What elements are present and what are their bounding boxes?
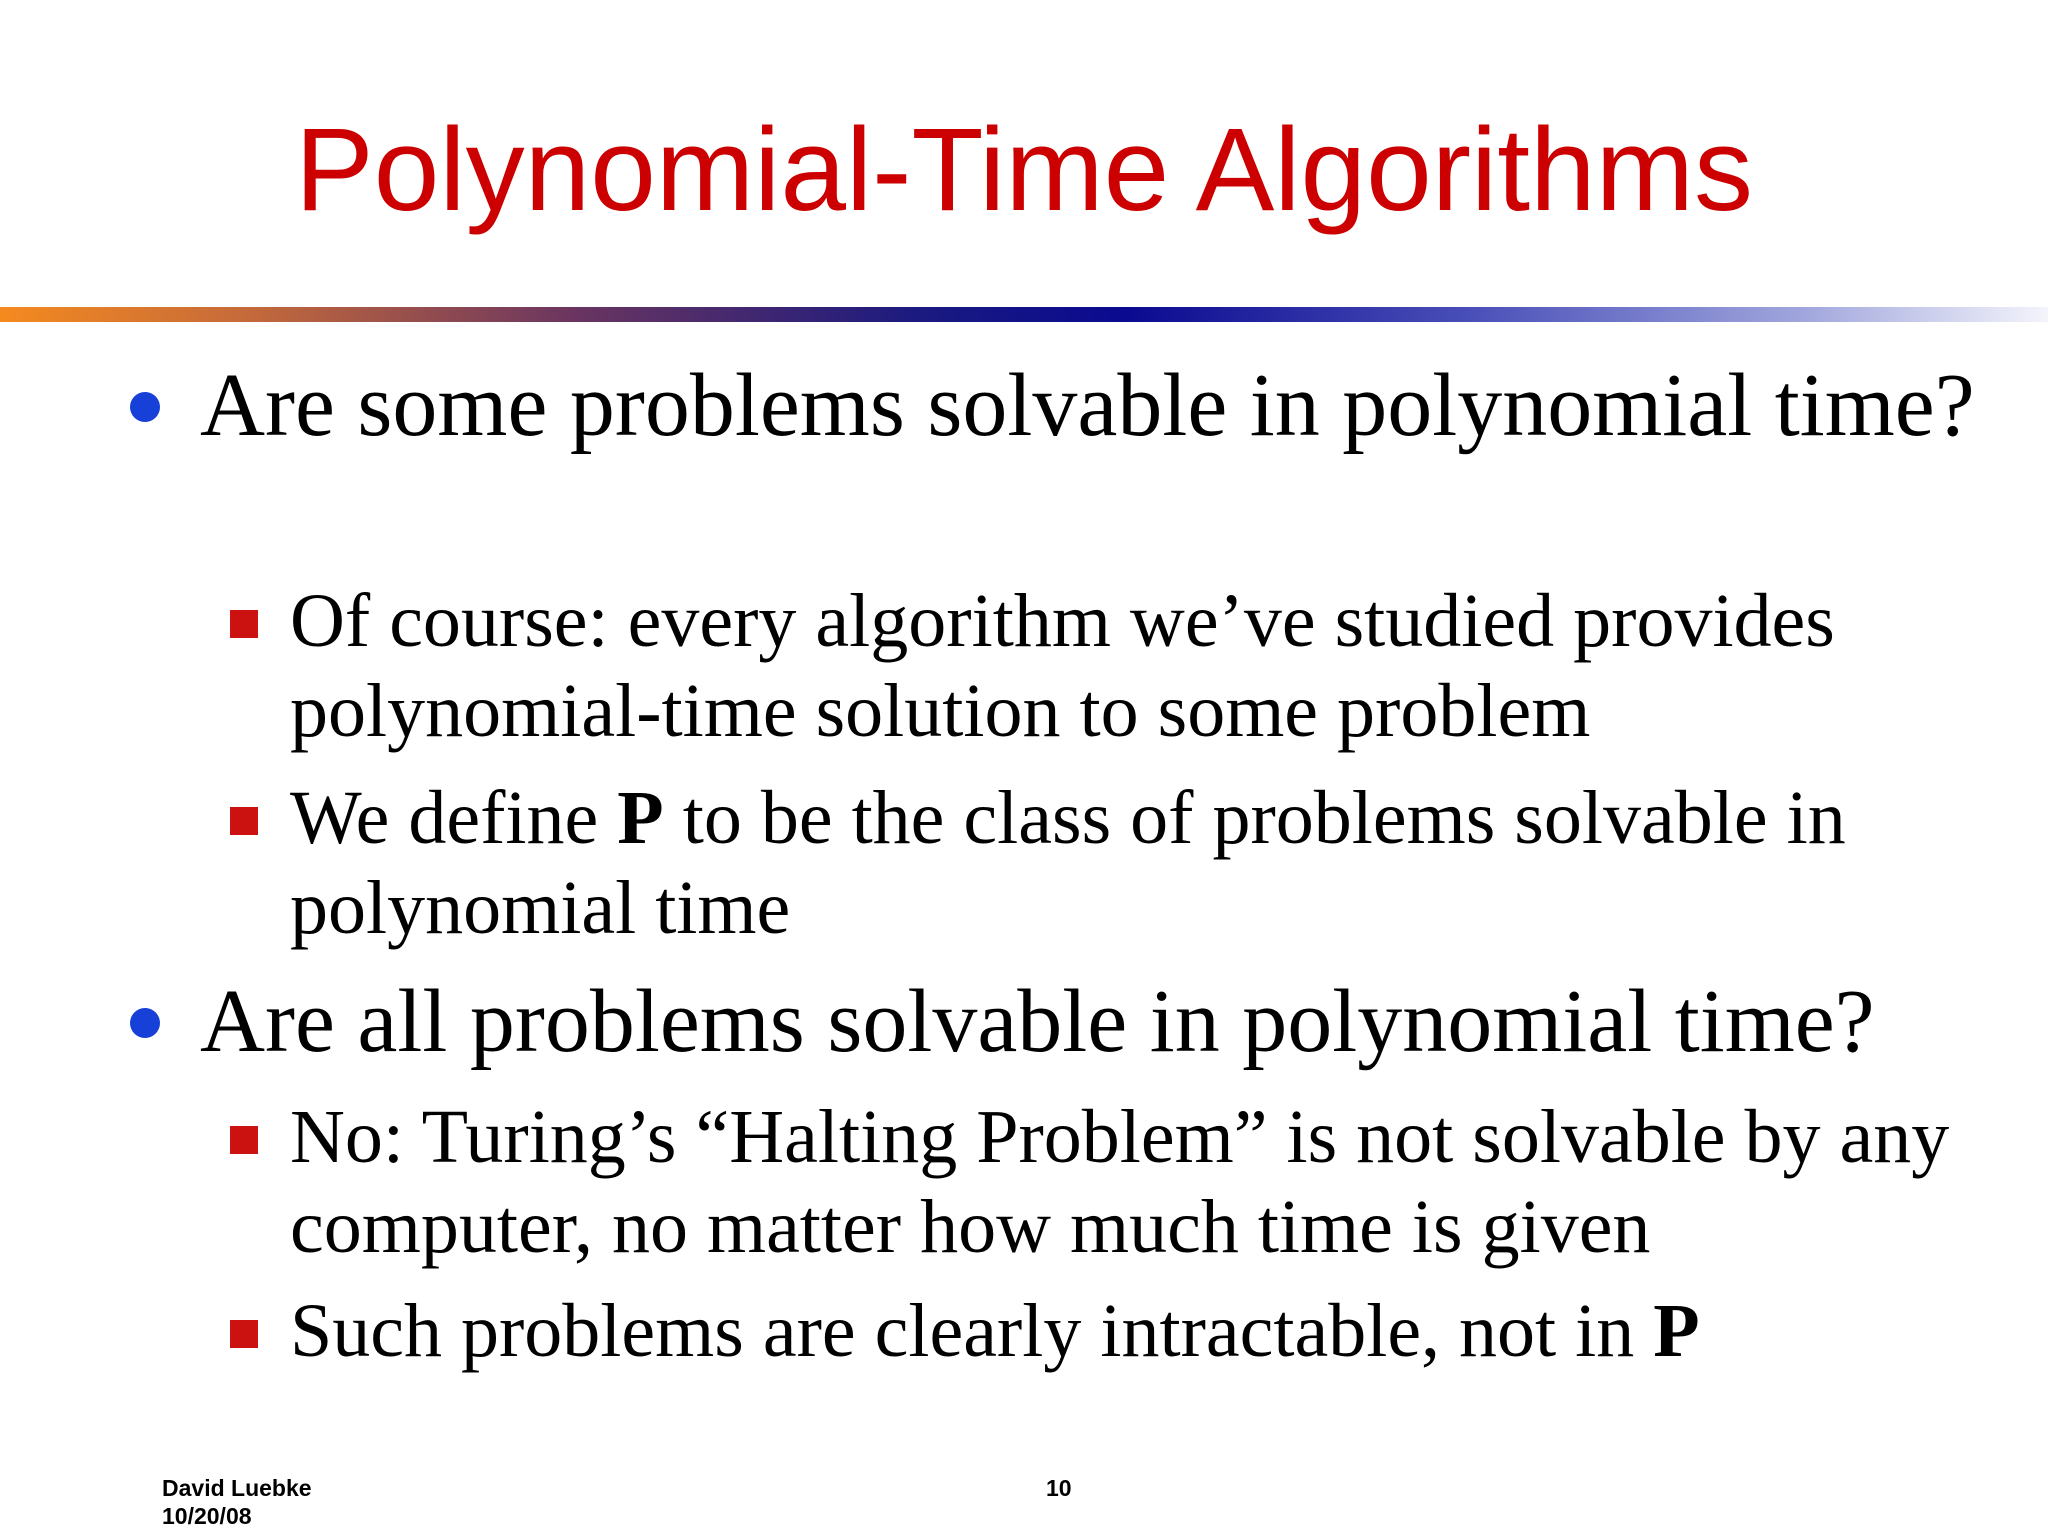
bullet-dot-icon (130, 1008, 160, 1038)
bullet-2-sub-2-text (290, 1286, 2010, 1376)
slide-title: Polynomial-Time Algorithms (295, 104, 1753, 236)
bullet-square-icon (230, 807, 258, 835)
bullet-2-sub-2-bold: P (1653, 1289, 1700, 1373)
footer-author: David Luebke (162, 1475, 312, 1501)
bullet-1-sub-2-pre: We define (290, 776, 618, 860)
bullet-2-text: Are all problems solvable in polynomial time? (200, 972, 1875, 1071)
footer-date: 10/20/08 (162, 1503, 252, 1529)
bullet-1-sub-2-post: to be the class of problems solvable in polynomial time (290, 776, 1846, 950)
title-divider (0, 307, 2048, 322)
bullet-2-sub-1-text: No: Turing’s “Halting Problem” is not solvable by any computer, no matter how much time is given (290, 1095, 1950, 1269)
bullet-square-icon (230, 1320, 258, 1348)
bullet-1-text: Are some problems solvable in polynomial time? (200, 356, 1975, 455)
footer-page-number: 10 (1046, 1475, 1072, 1501)
bullet-square-icon (230, 610, 258, 638)
bullet-1-sub-2-bold: P (617, 776, 664, 860)
bullet-1-sub-1-text: Of course: every algorithm we’ve studied provides polynomial-time solution to some problem (290, 579, 1835, 753)
bullet-dot-icon (130, 392, 160, 422)
bullet-2-sub-2-pre: Such problems are clearly intractable, not in (290, 1289, 1654, 1373)
bullet-1-sub-2-text (290, 773, 2010, 953)
bullet-square-icon (230, 1126, 258, 1154)
